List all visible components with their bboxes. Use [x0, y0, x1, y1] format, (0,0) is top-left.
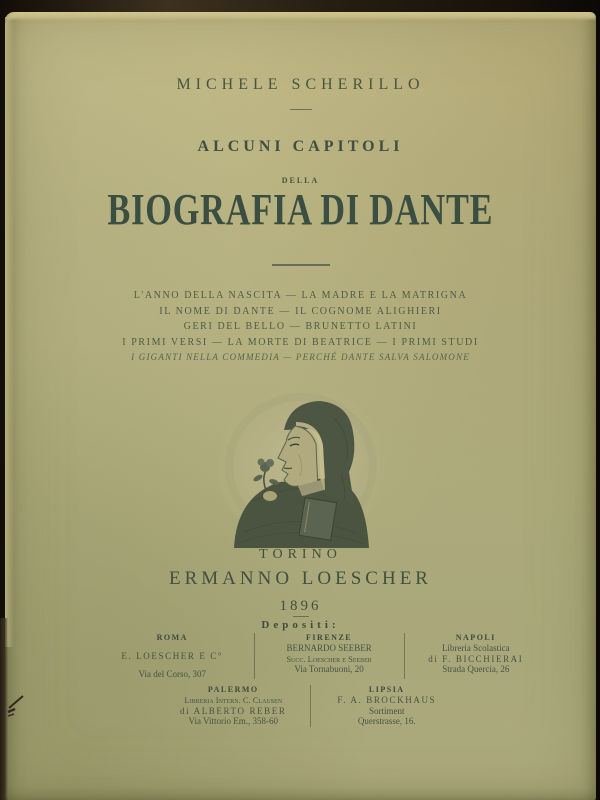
depot-line: E. LOESCHER E C°: [121, 650, 224, 661]
chapter-line: I PRIMI VERSI — LA MORTE DI BEATRICE — I PRIMI STUDI: [122, 336, 479, 348]
depot-line: di F. BICCHIERAI: [428, 653, 524, 664]
della-word: DELLA: [281, 176, 320, 185]
chapter-line: IL NOME DI DANTE — IL COGNOME ALIGHIERI: [159, 305, 442, 317]
depots-heading: Depositi:: [261, 619, 340, 631]
author-name: MICHELE SCHERILLO: [176, 76, 425, 93]
depot-firenze: [254, 633, 404, 679]
year-divider-rule: [293, 616, 309, 617]
depot-city-label: ROMA: [156, 633, 188, 642]
title-divider-rule: [272, 264, 330, 266]
depot-palermo: [157, 685, 310, 727]
book-cover: [5, 12, 596, 800]
ink-scribble-mark: [6, 692, 28, 720]
chapter-line: L'ANNO DELLA NASCITA — LA MADRE E LA MATRIGNA: [133, 290, 468, 301]
book-title: BIOGRAFIA DI DANTE: [107, 185, 494, 234]
imprint-publisher: ERMANNO LOESCHER: [169, 568, 432, 589]
depot-line: Libreria Scolastica: [441, 643, 510, 653]
dante-portrait-engraving: [206, 384, 396, 548]
depot-line: Via del Corso, 307: [138, 668, 206, 679]
title-row: [5, 185, 596, 234]
imprint-year: 1896: [279, 598, 322, 614]
depot-line: Strada Quercia, 26: [442, 664, 510, 674]
depot-city-label: LIPSIA: [368, 685, 405, 694]
ink-scribble-icon: [6, 692, 28, 720]
depot-line: F. A. BROCKHAUS: [337, 695, 437, 705]
depot-line: Via Tornabuoni, 20: [294, 664, 364, 674]
chapter-line: GERI DEL BELLO — BRUNETTO LATINI: [183, 321, 418, 332]
depot-line: Libreria Intern. C. Clausen: [184, 695, 283, 705]
imprint-city: TORINO: [259, 547, 342, 562]
author-divider-rule: [290, 109, 312, 110]
depot-line: Querstrasse, 16.: [357, 716, 416, 726]
book-top-edge: [5, 12, 596, 21]
depots-row-1: [91, 633, 547, 679]
depot-line: BERNARDO SEEBER: [286, 643, 372, 653]
depot-line: Succ. Loescher e Seeber: [286, 653, 372, 664]
depot-city-label: FIRENZE: [306, 633, 353, 642]
depot-napoli: [404, 633, 547, 679]
depot-city-label: PALERMO: [207, 685, 259, 694]
chapter-line-italic: I GIGANTI NELLA COMMEDIA — PERCHÉ DANTE SALVA SALOMONE: [131, 352, 470, 362]
chapter-list: [5, 290, 596, 368]
depot-city-label: NAPOLI: [455, 633, 496, 642]
depot-line: Via Vittorio Em., 358-60: [188, 716, 278, 726]
depot-lipsia: [310, 685, 464, 727]
depots-row-2: [157, 685, 463, 727]
dante-portrait-icon: [206, 384, 396, 548]
depot-roma: [91, 633, 254, 679]
series-title: ALCUNI CAPITOLI: [197, 138, 404, 155]
depot-line: Sortiment: [369, 705, 405, 716]
depot-line: di ALBERTO REBER: [180, 705, 287, 716]
